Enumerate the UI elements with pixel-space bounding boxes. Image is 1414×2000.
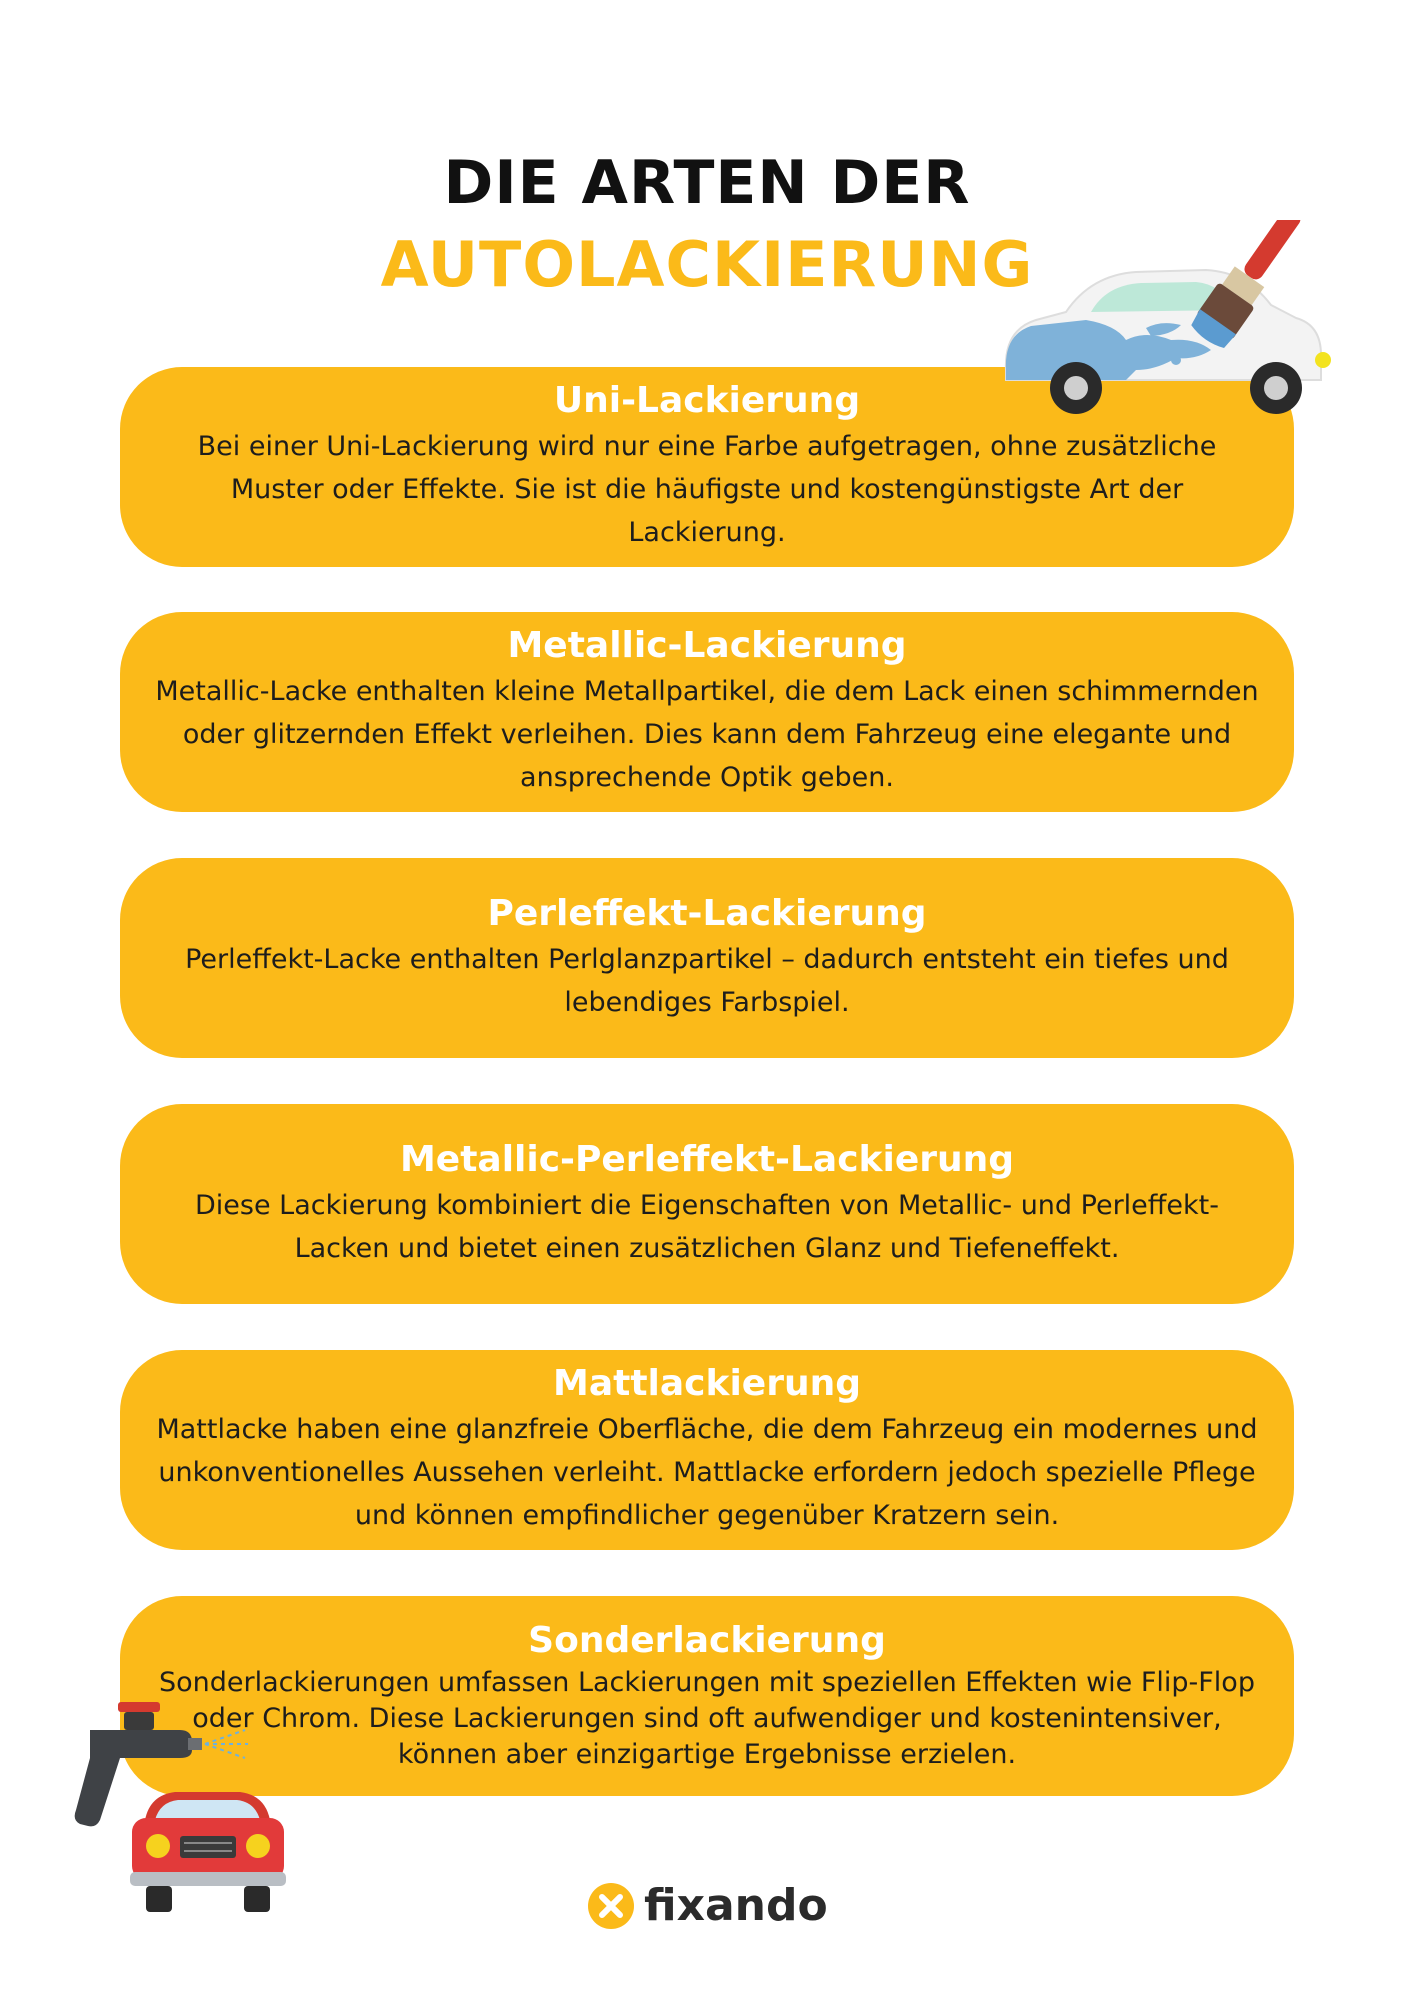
page-title-line1: DIE ARTEN DER xyxy=(443,148,971,218)
card-text: Perleffekt-Lacke enthalten Perlglanzpartikel – dadurch entsteht ein tiefes und lebendiges Farbspiel. xyxy=(185,943,1229,1018)
card-perleffekt-lackierung xyxy=(120,858,1294,1058)
card-text: Sonderlackierungen umfassen Lackierungen mit speziellen Effekten wie Flip-Flop oder Chrom. Diese Lackierungen sind oft aufwendiger und kostenintensiver, können aber einzigartige Ergebnisse erzielen. xyxy=(159,1666,1255,1770)
card-text: Mattlacke haben eine glanzfreie Oberfläche, die dem Fahrzeug ein modernes und unkonventionelles Aussehen verleiht. Mattlacke erfordern jedoch spezielle Pflege und können empfindlicher gegenüber Kratzern sein. xyxy=(156,1414,1258,1531)
card-title: Perleffekt-Lackierung xyxy=(487,892,927,934)
logo-text: fixando xyxy=(644,1880,828,1931)
card-title: Metallic-Perleffekt-Lackierung xyxy=(399,1138,1015,1180)
card-title: Uni-Lackierung xyxy=(553,380,861,421)
card-text: Diese Lackierung kombiniert die Eigenschaften von Metallic- und Perleffekt-Lacken und bietet einen zusätzlichen Glanz und Tiefeneffekt. xyxy=(195,1189,1219,1264)
card-title: Sonderlackierung xyxy=(528,1619,886,1661)
card-metallic-perleffekt-lackierung xyxy=(120,1104,1294,1304)
fixando-logo[interactable] xyxy=(588,1880,828,1931)
page-title-line2: AUTOLACKIERUNG xyxy=(380,228,1034,301)
card-title: Mattlackierung xyxy=(553,1363,861,1404)
card-text: Bei einer Uni-Lackierung wird nur eine Farbe aufgetragen, ohne zusätzliche Muster oder Effekte. Sie ist die häufigste und kostengünstigste Art der Lackierung. xyxy=(197,431,1217,548)
fixando-x-icon xyxy=(588,1883,634,1929)
card-mattlackierung xyxy=(120,1350,1294,1550)
spray-gun-car-icon xyxy=(50,1700,320,1930)
card-text: Metallic-Lacke enthalten kleine Metallpartikel, die dem Lack einen schimmernden oder glitzernden Effekt verleihen. Dies kann dem Fahrzeug eine elegante und ansprechende Optik geben. xyxy=(155,676,1259,793)
car-paintbrush-icon xyxy=(996,220,1336,420)
card-metallic-lackierung xyxy=(120,612,1294,812)
card-title: Metallic-Lackierung xyxy=(507,625,907,666)
